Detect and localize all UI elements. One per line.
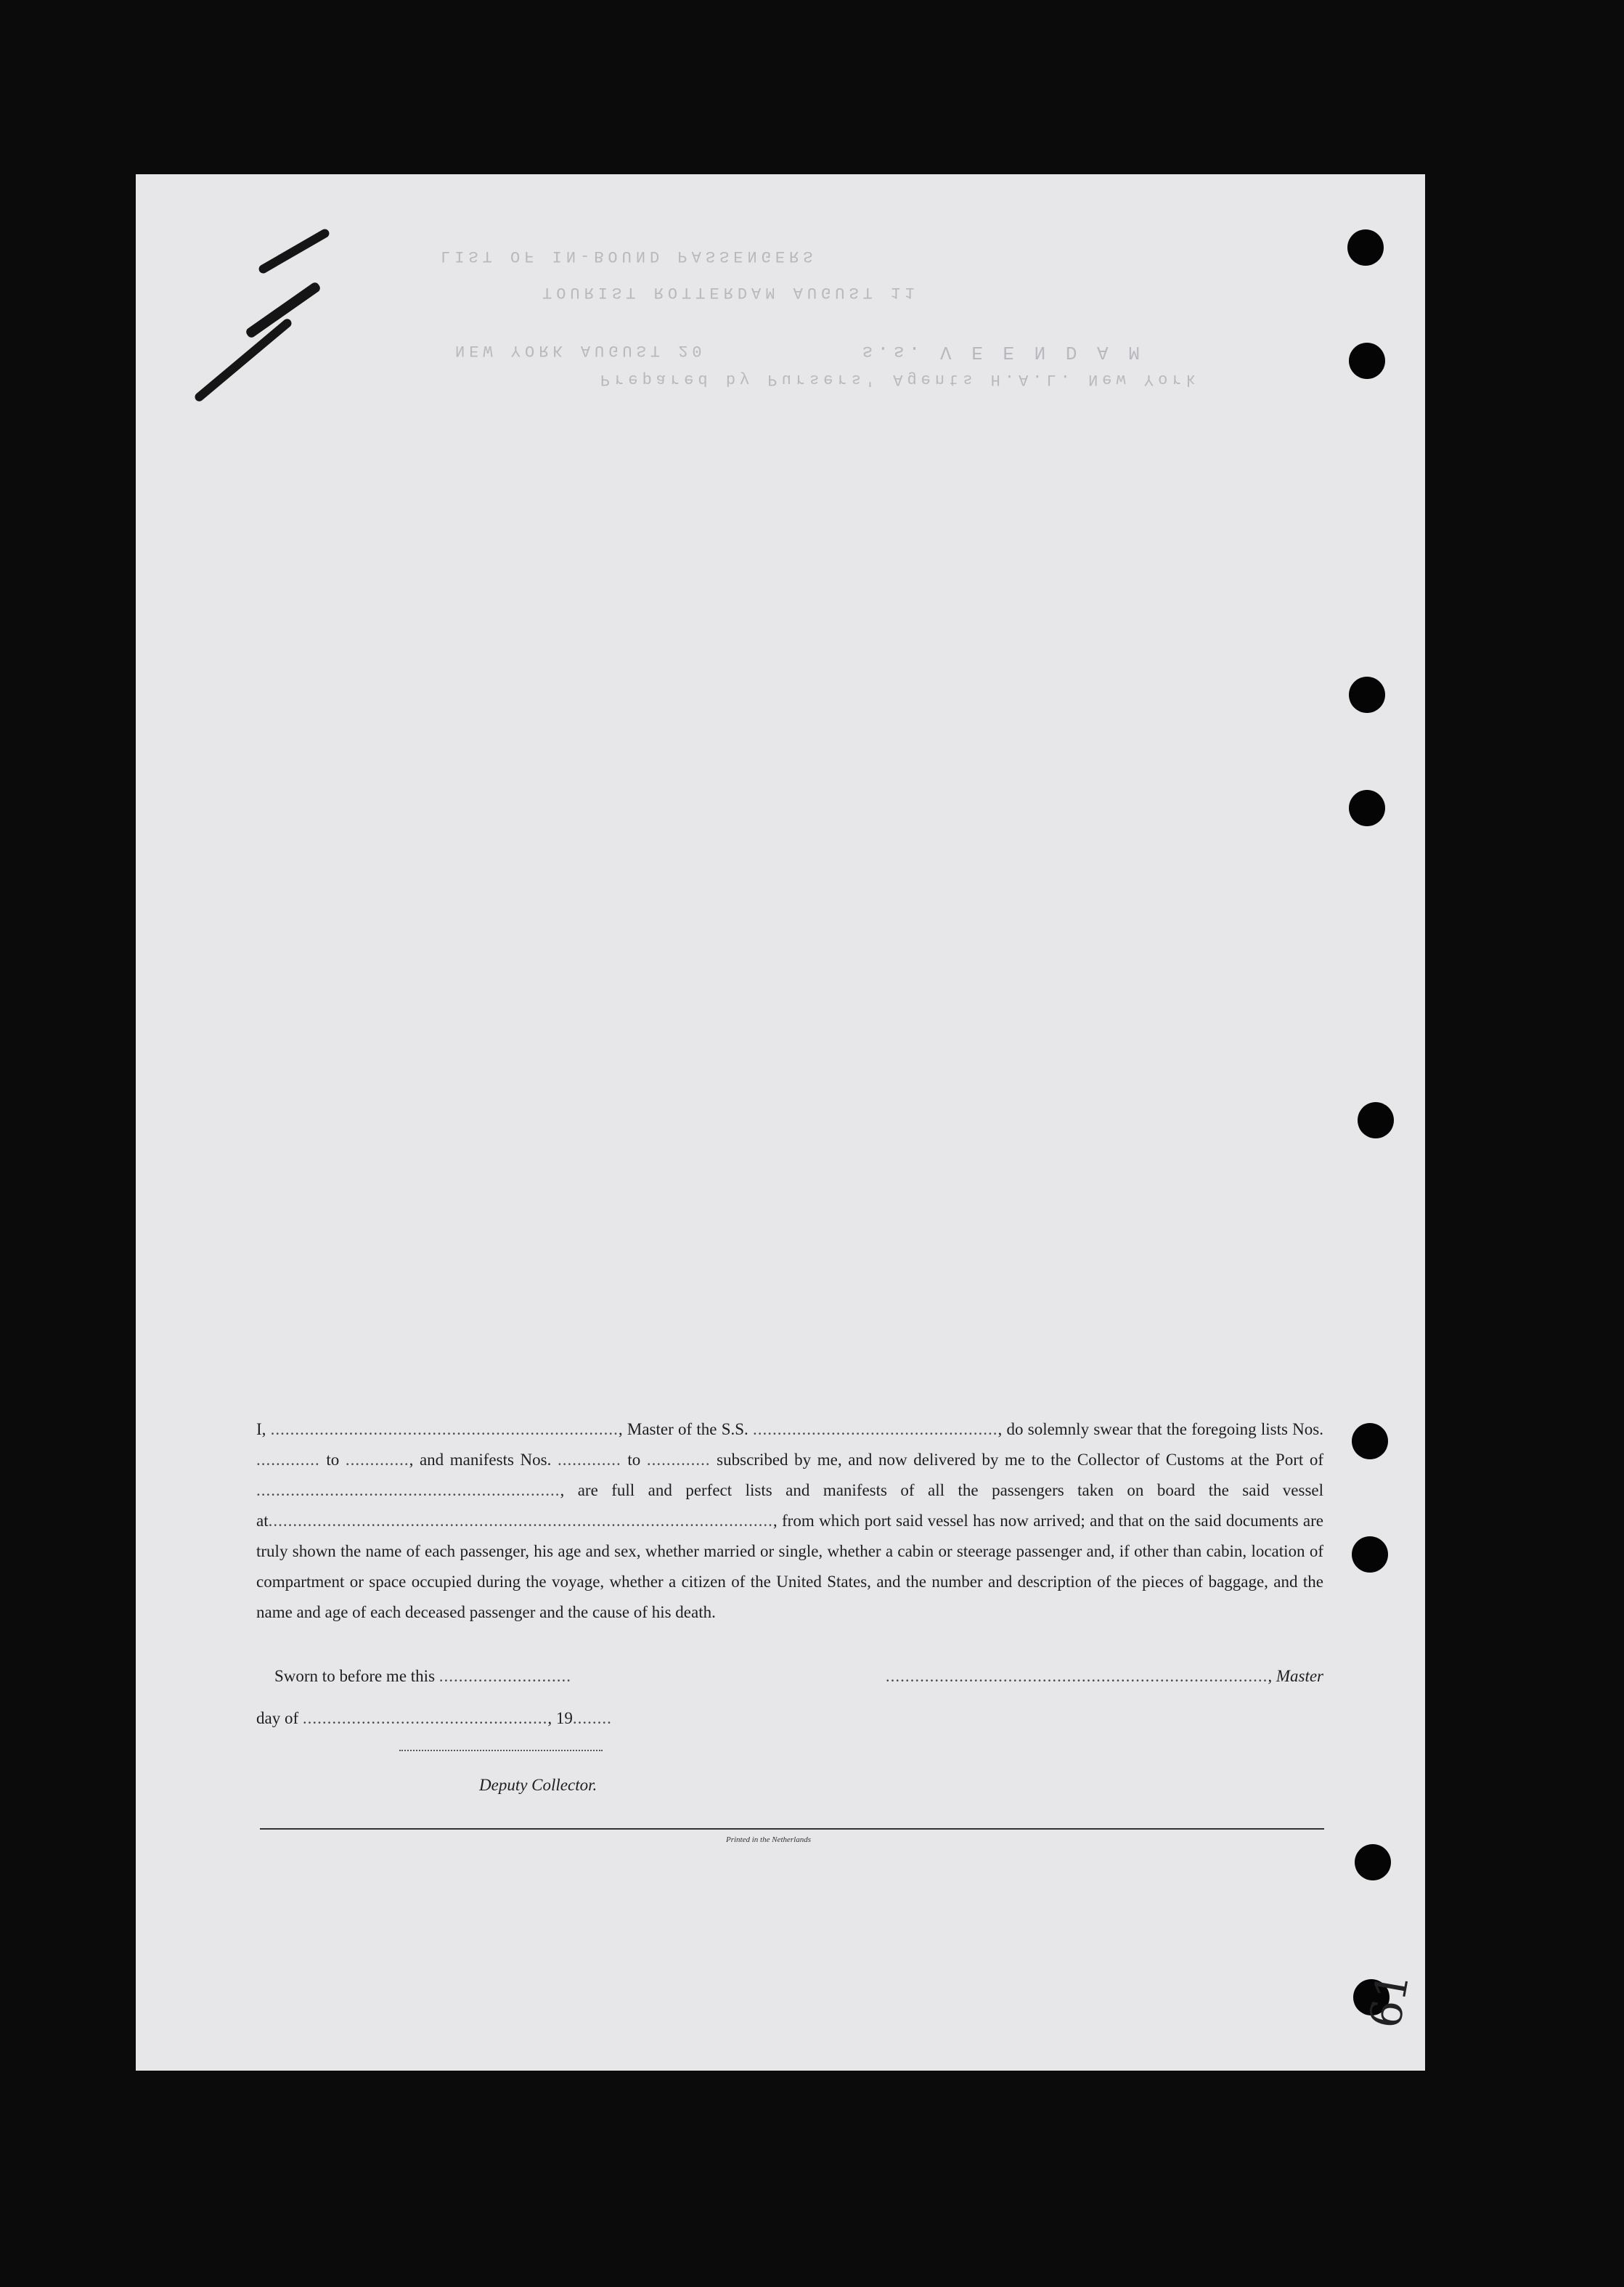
bleed-through-header: s.s. V E E N D A M (862, 341, 1144, 363)
oath-master-of-ss: , Master of the S.S. (618, 1420, 748, 1438)
port-blank: .............................................................. (256, 1481, 560, 1499)
year-blank: ........ (572, 1709, 612, 1727)
oath-to-2: to (627, 1451, 641, 1469)
bleed-through-header: TOURIST ROTTERDAM AUGUST 11 (542, 283, 919, 301)
day-row (256, 1709, 612, 1728)
oath-text (256, 1414, 1323, 1628)
oath-and-manifests: , and manifests Nos. (409, 1451, 552, 1469)
oath-manifests-all: manifests of all the passengers taken on board the said vessel at (256, 1481, 1324, 1530)
punch-hole (1349, 790, 1385, 826)
manifests-to-blank: ............. (646, 1451, 711, 1469)
sworn-date-blank: ........................... (438, 1667, 572, 1685)
manifests-from-blank: ............. (557, 1451, 621, 1469)
year-label: , 19 (547, 1709, 573, 1727)
document-sheet (136, 174, 1425, 2071)
punch-hole (1352, 1423, 1388, 1459)
printed-in-label: Printed in the Netherlands (726, 1835, 812, 1844)
bleed-through-header: NEW YORK AUGUST 20 (455, 341, 706, 359)
oath-intro: I, (256, 1420, 266, 1438)
oath-from-which: , from which (772, 1512, 860, 1530)
oath-swear-lists: swear that the foregoing lists Nos. (1093, 1420, 1323, 1438)
deputy-collector-signature-line (399, 1750, 603, 1751)
punch-hole (1352, 1536, 1388, 1573)
day-of-label: day of (256, 1709, 299, 1727)
vessel-name-blank: .................................................. (753, 1420, 998, 1438)
oath-are-full: , are full and perfect lists and (560, 1481, 810, 1499)
handwritten-page-number: 61 (1360, 1968, 1420, 2032)
lists-from-blank: ............. (256, 1451, 320, 1469)
day-blank: .................................................. (302, 1709, 548, 1727)
punch-hole (1349, 343, 1385, 379)
oath-body: port said vessel has now arrived; and that on the said documents are truly shown the name of each passenger, his age and sex, whether married or single, whether a cabin or steerage passenger and, if other than cabin, location of compartment or space occupied during the voyage, whether a citizen of the United States, and the number and description of the pieces of baggage, and the name and age of each deceased passenger and the cause of his death. (256, 1512, 1324, 1621)
sworn-row (274, 1667, 1323, 1686)
oath-to: to (326, 1451, 340, 1469)
oath-subscribed: subscribed by me, and now (717, 1451, 907, 1469)
bleed-through-header: LIST OF IN-BOUND PASSENGERS (441, 247, 817, 265)
departure-port-blank: ....................................................................................................... (268, 1512, 773, 1530)
oath-do-solemnly: , do solemnly (997, 1420, 1090, 1438)
punch-hole (1358, 1102, 1394, 1138)
lists-to-blank: ............. (345, 1451, 409, 1469)
oath-delivered: delivered by me to the Collector of Customs at the Port of (913, 1451, 1324, 1469)
punch-hole (1355, 1844, 1391, 1880)
bleed-through-header: Prepared by Pursers' Agents H.A.L. New York (600, 370, 1200, 388)
master-signature-line (886, 1667, 1323, 1686)
master-label: , Master (1268, 1667, 1323, 1685)
punch-hole (1349, 677, 1385, 713)
punch-hole (1347, 229, 1384, 266)
deputy-collector-label: Deputy Collector. (479, 1776, 597, 1794)
sworn-label: Sworn to before me this (274, 1667, 436, 1685)
master-name-blank: ....................................................................... (270, 1420, 619, 1438)
footer-rule (260, 1828, 1324, 1830)
master-signature-blank: .............................................................................. (885, 1667, 1268, 1685)
